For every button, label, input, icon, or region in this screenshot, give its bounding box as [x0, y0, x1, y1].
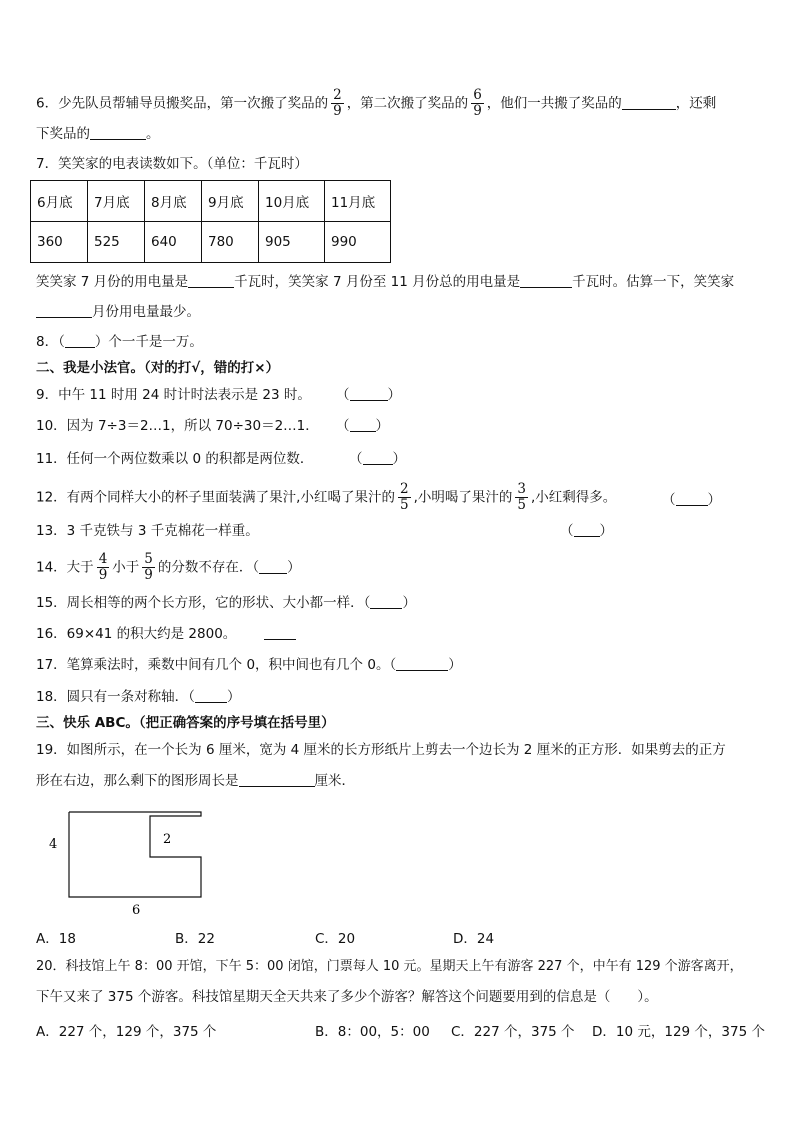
table-cell: 360	[31, 222, 88, 263]
q20-option-d[interactable]: D．10 元，129 个，375 个	[592, 1024, 765, 1040]
figure-cut-label: 2	[163, 832, 172, 847]
section-2-heading: 二、我是小法官。（对的打√，错的打×）	[36, 360, 280, 376]
question-20-line-1: 20．科技馆上午 8：00 开馆，下午 5：00 闭馆，门票每人 10 元。星期天上午有游客 227 个，中午有 129 个游客离开，	[36, 959, 743, 974]
question-text: 14．大于	[36, 559, 94, 576]
table-header-cell: 6月底	[31, 181, 88, 222]
question-20-line-2: 下午又来了 375 个游客。科技馆星期天全天共来了多少个游客？解答这个问题要用到的信息是（ ）。	[36, 989, 658, 1005]
table-header-cell: 11月底	[325, 181, 391, 222]
answer-blank[interactable]	[259, 559, 287, 574]
table-cell: 990	[325, 222, 391, 263]
q19-option-a[interactable]: A．18	[36, 931, 76, 947]
question-16	[36, 624, 296, 644]
question-text: ）	[402, 595, 416, 611]
answer-blank[interactable]	[90, 125, 146, 140]
q20-option-c[interactable]: C．227 个，375 个	[451, 1024, 575, 1040]
q20-option-b[interactable]: B．8：00，5：00	[315, 1024, 430, 1040]
section-3-heading: 三、快乐 ABC。（把正确答案的序号填在括号里）	[36, 715, 335, 731]
question-text: 11．任何一个两位数乘以 0 的积都是两位数．	[36, 451, 314, 467]
table-cell: 640	[145, 222, 202, 263]
question-text: ）	[226, 689, 241, 705]
answer-blank[interactable]	[188, 273, 234, 288]
question-18	[36, 687, 240, 707]
q19-option-c[interactable]: C．20	[315, 931, 356, 947]
table-cell: 525	[88, 222, 145, 263]
fraction-numerator: 6	[473, 87, 482, 103]
cut-rectangle-figure	[36, 800, 226, 925]
fraction-numerator: 2	[333, 87, 342, 103]
question-text: 。	[146, 126, 160, 142]
answer-blank[interactable]	[36, 303, 92, 318]
question-text: 形在右边，那么剩下的图形周长是	[36, 773, 239, 789]
fraction-4-9	[97, 552, 110, 583]
question-text: ,小红剩得多。	[530, 489, 617, 506]
question-19-line-1: 19．如图所示，在一个长为 6 厘米，宽为 4 厘米的长方形纸片上剪去一个边长为 2 厘米的正方形．如果剪去的正方	[36, 742, 726, 758]
question-text: 千瓦时，笑笑家 7 月份至 11 月份总的用电量是	[234, 274, 521, 290]
fraction-denominator: 5	[517, 497, 526, 513]
fraction-denominator: 5	[399, 497, 409, 513]
answer-brackets[interactable]: （ ）	[336, 418, 389, 434]
question-7-line-2	[36, 302, 200, 322]
question-text: 月份用电量最少。	[92, 304, 200, 320]
question-11	[36, 449, 406, 469]
question-text: 厘米．	[314, 773, 355, 789]
question-text: 的分数不存在．（	[157, 559, 260, 576]
question-text: 小于	[112, 559, 140, 576]
table-row	[31, 222, 391, 263]
question-text: ，第二次搬了奖品的	[346, 95, 469, 112]
answer-blank[interactable]	[65, 333, 95, 348]
fraction-numerator: 5	[144, 551, 153, 567]
q19-option-d[interactable]: D．24	[453, 931, 495, 947]
answer-brackets[interactable]: （ ）	[336, 387, 401, 403]
figure-width-label: 6	[132, 903, 141, 918]
question-12	[36, 481, 721, 513]
fraction-5-9	[142, 552, 155, 583]
question-text: 17．笔算乘法时，乘数中间有几个 0，积中间也有几个 0。（	[36, 657, 397, 673]
table-header-cell: 7月底	[88, 181, 145, 222]
fraction-numerator: 2	[399, 481, 409, 497]
fraction-denominator: 9	[144, 567, 153, 583]
question-text: ）	[287, 559, 301, 576]
fraction-denominator: 9	[333, 103, 342, 119]
question-text: 12．有两个同样大小的杯子里面装满了果汁,小红喝了果汁的	[36, 489, 395, 506]
question-text: 13．3 千克铁与 3 千克棉花一样重。	[36, 523, 259, 539]
fraction-2-5	[398, 482, 411, 513]
table-cell: 780	[202, 222, 259, 263]
question-text: 千瓦时。估算一下，笑笑家	[572, 274, 735, 290]
fraction-6-9	[471, 88, 484, 119]
question-text: 18．圆只有一条对称轴．（	[36, 689, 195, 705]
meter-readings-table	[30, 180, 391, 263]
question-text: 10．因为 7÷3＝2…1，所以 70÷30＝2…1．	[36, 418, 319, 434]
answer-blank[interactable]	[396, 656, 448, 671]
answer-blank[interactable]	[520, 273, 572, 288]
question-13	[36, 521, 613, 541]
figure-height-label: 4	[49, 837, 58, 852]
answer-brackets[interactable]: （ ）	[349, 451, 406, 467]
answer-blank[interactable]	[370, 594, 402, 609]
answer-brackets[interactable]: （ ）	[560, 523, 613, 539]
question-text: ，他们一共搬了奖品的	[486, 95, 622, 112]
question-text: 笑笑家 7 月份的用电量是	[36, 274, 189, 290]
fraction-numerator: 3	[517, 481, 526, 497]
answer-blank[interactable]	[264, 625, 296, 640]
table-header-cell: 10月底	[259, 181, 325, 222]
question-text: 16．69×41 的积大约是 2800。	[36, 626, 237, 642]
q20-option-a[interactable]: A．227 个，129 个，375 个	[36, 1024, 217, 1040]
table-header-cell: 8月底	[145, 181, 202, 222]
answer-blank[interactable]	[195, 688, 227, 703]
question-10	[36, 416, 389, 436]
question-text: ）个一千是一万。	[94, 334, 203, 350]
answer-brackets[interactable]: （ ）	[662, 492, 721, 508]
table-header-row	[31, 181, 391, 222]
question-19-line-2	[36, 771, 355, 791]
question-text: 15．周长相等的两个长方形，它的形状、大小都一样．（	[36, 595, 371, 611]
question-text: ,小明喝了果汁的	[413, 489, 513, 506]
figure-outline	[69, 812, 201, 897]
question-text: ，还剩	[675, 95, 717, 112]
question-8	[36, 332, 203, 352]
fraction-denominator: 9	[98, 567, 108, 583]
question-text: 6．少先队员帮辅导员搬奖品，第一次搬了奖品的	[36, 95, 329, 112]
question-text: 9．中午 11 时用 24 时计时法表示是 23 时。	[36, 387, 311, 403]
question-15	[36, 593, 416, 613]
q19-option-b[interactable]: B．22	[175, 931, 215, 947]
question-text: 8．（	[36, 334, 65, 350]
question-text: ）	[448, 657, 462, 673]
question-7-line-1	[36, 272, 734, 292]
answer-blank[interactable]	[239, 772, 315, 787]
table-header-cell: 9月底	[202, 181, 259, 222]
question-6-line-2	[36, 124, 160, 144]
fraction-3-5	[515, 482, 528, 513]
question-7-intro: 7．笑笑家的电表读数如下。（单位：千瓦时）	[36, 156, 308, 172]
answer-blank[interactable]	[622, 95, 676, 110]
fraction-2-9	[331, 88, 344, 119]
question-17	[36, 655, 462, 675]
fraction-numerator: 4	[98, 551, 108, 567]
table-cell: 905	[259, 222, 325, 263]
question-14	[36, 552, 301, 583]
question-6-line-1	[36, 88, 716, 119]
fraction-denominator: 9	[473, 103, 482, 119]
question-text: 下奖品的	[36, 126, 90, 142]
question-9	[36, 385, 401, 405]
